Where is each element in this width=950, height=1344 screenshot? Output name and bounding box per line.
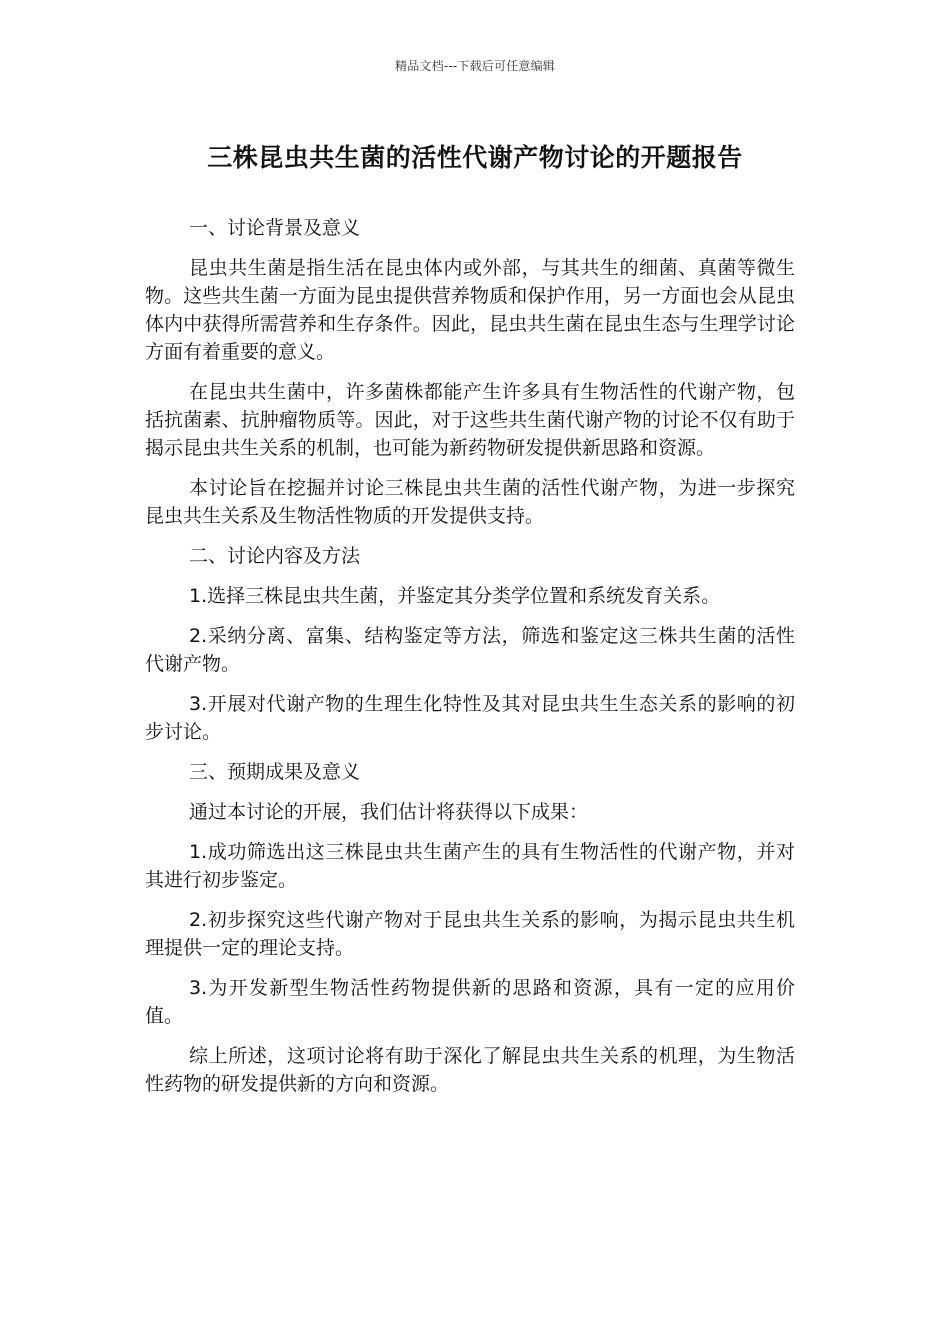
section-heading-outcomes: 三、预期成果及意义 <box>189 761 361 783</box>
header-note: 精品文档---下载后可任意编辑 <box>395 59 555 73</box>
methods-item-1: 1.选择三株昆虫共生菌，并鉴定其分类学位置和系统发育关系。 <box>189 585 721 607</box>
section-heading-background: 一、讨论背景及意义 <box>189 217 361 239</box>
outcomes-item-2: 2.初步探究这些代谢产物对于昆虫共生关系的影响，为揭示昆虫共生机理提供一定的理论支持。 <box>145 909 795 959</box>
section-heading-methods: 二、讨论内容及方法 <box>189 545 361 567</box>
outcomes-item-1: 1.成功筛选出这三株昆虫共生菌产生的具有生物活性的代谢产物，并对其进行初步鉴定。 <box>145 841 795 891</box>
document-title: 三株昆虫共生菌的活性代谢产物讨论的开题报告 <box>207 143 743 172</box>
outcomes-intro: 通过本讨论的开展，我们估计将获得以下成果： <box>189 801 589 823</box>
methods-item-2: 2.采纳分离、富集、结构鉴定等方法，筛选和鉴定这三株共生菌的活性代谢产物。 <box>145 625 795 675</box>
outcomes-item-3: 3.为开发新型生物活性药物提供新的思路和资源，具有一定的应用价值。 <box>145 977 795 1027</box>
methods-item-3: 3.开展对代谢产物的生理生化特性及其对昆虫共生生态关系的影响的初步讨论。 <box>145 693 795 743</box>
paragraph-background-2: 在昆虫共生菌中，许多菌株都能产生许多具有生物活性的代谢产物，包括抗菌素、抗肿瘤物质等。因此，对于这些共生菌代谢产物的讨论不仅有助于揭示昆虫共生关系的机制，也可能为新药物研发提供新思路和资源。 <box>145 381 795 459</box>
paragraph-background-1: 昆虫共生菌是指生活在昆虫体内或外部，与其共生的细菌、真菌等微生物。这些共生菌一方面为昆虫提供营养物质和保护作用，另一方面也会从昆虫体内中获得所需营养和生存条件。因此，昆虫共生菌在昆虫生态与生理学讨论方面有着重要的意义。 <box>145 257 795 363</box>
document-body <box>145 214 795 1110</box>
conclusion-paragraph: 综上所述，这项讨论将有助于深化了解昆虫共生关系的机理，为生物活性药物的研发提供新的方向和资源。 <box>145 1045 795 1095</box>
paragraph-background-3: 本讨论旨在挖掘并讨论三株昆虫共生菌的活性代谢产物，为进一步探究昆虫共生关系及生物活性物质的开发提供支持。 <box>145 477 795 527</box>
